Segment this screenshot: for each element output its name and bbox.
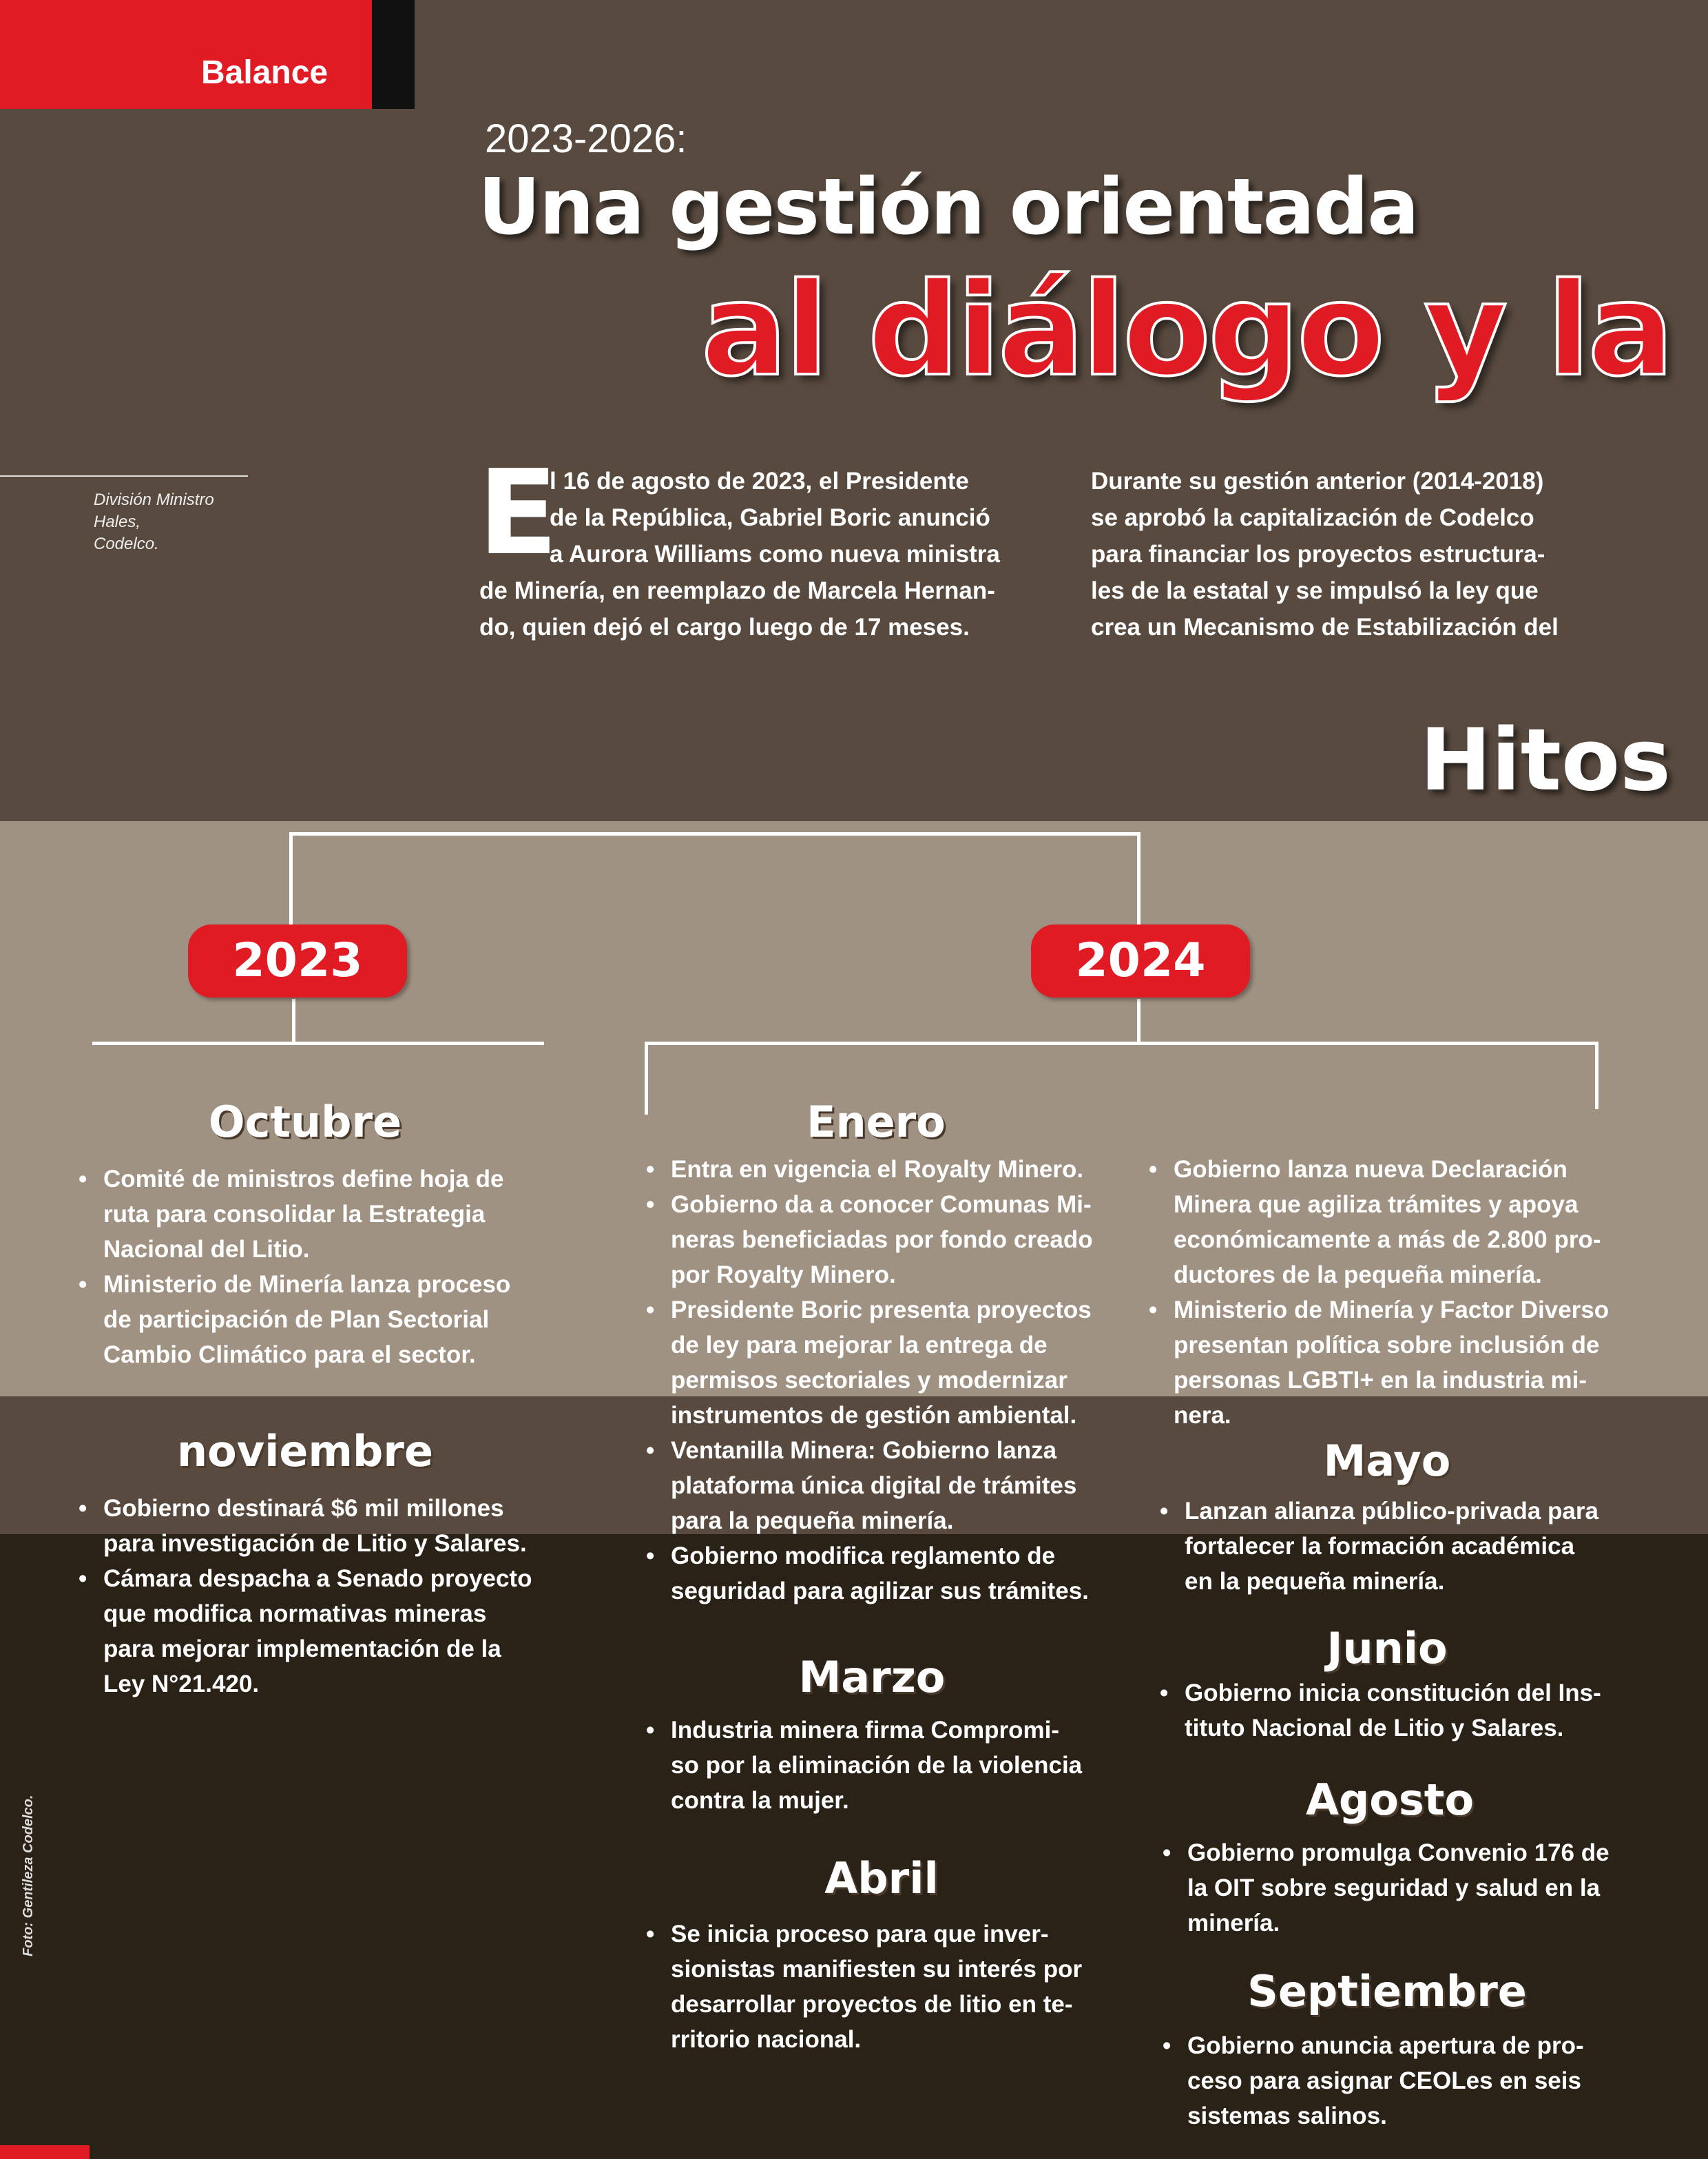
list-item bbox=[1163, 1835, 1624, 1941]
abril-list bbox=[646, 1917, 1102, 2057]
intro-line: para financiar los proyectos estructura- bbox=[1091, 541, 1545, 568]
year-2024-badge: 2024 bbox=[1031, 924, 1250, 998]
item-line: Minera que agiliza trámites y apoya bbox=[1174, 1191, 1579, 1218]
list-item bbox=[646, 1538, 1102, 1609]
item-line: para la pequeña minería. bbox=[671, 1507, 954, 1534]
septiembre-list bbox=[1163, 2028, 1624, 2134]
item-line: nera. bbox=[1174, 1402, 1231, 1429]
item-line: • Cámara despacha a Senado proyecto bbox=[103, 1565, 532, 1592]
list-item bbox=[79, 1491, 534, 1561]
item-line: seguridad para agilizar sus trámites. bbox=[671, 1578, 1089, 1604]
timeline-drop-2024 bbox=[1137, 832, 1141, 929]
item-line: en la pequeña minería. bbox=[1185, 1568, 1445, 1595]
item-line: instrumentos de gestión ambiental. bbox=[671, 1402, 1077, 1429]
item-line: • Gobierno inicia constitución del Ins- bbox=[1185, 1680, 1601, 1706]
bracket-2023 bbox=[92, 1042, 544, 1045]
item-line: por Royalty Minero. bbox=[671, 1261, 896, 1288]
timeline-top-line bbox=[289, 832, 1141, 836]
octubre-list bbox=[79, 1161, 534, 1372]
list-item bbox=[79, 1161, 534, 1267]
list-item bbox=[646, 1187, 1102, 1292]
month-agosto: Agosto bbox=[1305, 1775, 1475, 1825]
intro-line: Durante su gestión anterior (2014-2018) bbox=[1091, 468, 1544, 495]
list-item bbox=[1163, 2028, 1624, 2134]
item-line: • Presidente Boric presenta proyectos bbox=[671, 1297, 1092, 1323]
item-line: desarrollar proyectos de litio en te- bbox=[671, 1991, 1073, 2018]
item-line: económicamente a más de 2.800 pro- bbox=[1174, 1226, 1601, 1253]
list-item bbox=[79, 1561, 534, 1702]
item-line: neras beneficiadas por fondo creado bbox=[671, 1226, 1093, 1253]
item-line: ruta para consolidar la Estrategia bbox=[103, 1201, 486, 1228]
item-line: para investigación de Litio y Salares. bbox=[103, 1530, 527, 1557]
item-line: • Gobierno da a conocer Comunas Mi- bbox=[671, 1191, 1092, 1218]
month-junio: Junio bbox=[1326, 1623, 1448, 1673]
caption-line: Codelco. bbox=[94, 535, 159, 553]
list-item bbox=[1149, 1152, 1617, 1292]
bracket-2024-left bbox=[645, 1042, 648, 1115]
bracket-2024-right bbox=[1595, 1042, 1598, 1109]
list-item bbox=[1149, 1292, 1617, 1433]
item-line: contra la mujer. bbox=[671, 1787, 849, 1814]
item-line: • Ventanilla Minera: Gobierno lanza bbox=[671, 1437, 1057, 1464]
agosto-list bbox=[1163, 1835, 1624, 1941]
item-line: • Gobierno destinará $6 mil millones bbox=[103, 1495, 504, 1522]
dropcap: E bbox=[478, 445, 559, 581]
item-line: ceso para asignar CEOLes en seis bbox=[1187, 2067, 1581, 2094]
section-label: Balance bbox=[201, 54, 329, 91]
intro-line: les de la estatal y se impulsó la ley que bbox=[1091, 577, 1539, 604]
noviembre-list bbox=[79, 1491, 534, 1702]
item-line: para mejorar implementación de la bbox=[103, 1635, 501, 1662]
item-line: • Gobierno promulga Convenio 176 de bbox=[1187, 1839, 1610, 1866]
list-item bbox=[1160, 1675, 1621, 1746]
enero-list bbox=[646, 1152, 1102, 1609]
enero-list-cont bbox=[1149, 1152, 1617, 1433]
month-enero: Enero bbox=[806, 1097, 946, 1147]
intro-line: l 16 de agosto de 2023, el Presidente bbox=[550, 468, 969, 495]
list-item bbox=[1160, 1494, 1621, 1599]
month-septiembre: Septiembre bbox=[1247, 1966, 1527, 2016]
intro-column-1-cont bbox=[479, 572, 1040, 645]
month-mayo: Mayo bbox=[1323, 1436, 1451, 1486]
item-line: Ley N°21.420. bbox=[103, 1671, 260, 1697]
month-noviembre: noviembre bbox=[176, 1426, 434, 1476]
connector-2023 bbox=[292, 999, 295, 1044]
item-line: so por la eliminación de la violencia bbox=[671, 1752, 1083, 1779]
item-line: • Ministerio de Minería y Factor Diverso bbox=[1174, 1297, 1610, 1323]
item-line: rritorio nacional. bbox=[671, 2026, 862, 2053]
intro-line: de Minería, en reemplazo de Marcela Hernan- bbox=[479, 577, 995, 604]
item-line: sionistas manifiesten su interés por bbox=[671, 1956, 1083, 1983]
year-2023-badge: 2023 bbox=[188, 924, 407, 998]
item-line: permisos sectoriales y modernizar bbox=[671, 1367, 1068, 1394]
intro-column-2 bbox=[1091, 463, 1649, 645]
corner-accent bbox=[0, 2145, 90, 2159]
list-item bbox=[646, 1917, 1102, 2057]
intro-line: a Aurora Williams como nueva ministra bbox=[550, 541, 1000, 568]
hitos-heading: Hitos bbox=[1419, 711, 1671, 810]
item-line: presentan política sobre inclusión de bbox=[1174, 1332, 1600, 1359]
item-line: la OIT sobre seguridad y salud en la bbox=[1187, 1874, 1601, 1901]
item-line: de participación de Plan Sectorial bbox=[103, 1306, 490, 1333]
item-line: que modifica normativas mineras bbox=[103, 1600, 487, 1627]
item-line: • Se inicia proceso para que inver- bbox=[671, 1921, 1049, 1948]
list-item bbox=[646, 1292, 1102, 1433]
month-octubre: Octubre bbox=[208, 1097, 402, 1147]
intro-line: se aprobó la capitalización de Codelco bbox=[1091, 504, 1534, 531]
intro-line: do, quien dejó el cargo luego de 17 meses. bbox=[479, 614, 970, 641]
caption-rule bbox=[0, 475, 248, 477]
item-line: ductores de la pequeña minería. bbox=[1174, 1261, 1542, 1288]
title-line-1: Una gestión orientada bbox=[478, 163, 1418, 252]
month-marzo: Marzo bbox=[798, 1652, 946, 1702]
mayo-list bbox=[1160, 1494, 1621, 1599]
item-line: sistemas salinos. bbox=[1187, 2103, 1387, 2129]
timeline-drop-2023 bbox=[289, 832, 293, 929]
item-line: • Gobierno anuncia apertura de pro- bbox=[1187, 2032, 1584, 2059]
item-line: • Gobierno modifica reglamento de bbox=[671, 1542, 1056, 1569]
list-item bbox=[646, 1152, 1102, 1187]
kicker: 2023-2026: bbox=[485, 116, 687, 161]
item-line: de ley para mejorar la entrega de bbox=[671, 1332, 1048, 1359]
section-tab-edge bbox=[372, 0, 415, 109]
photo-credit: Foto: Gentileza Codelco. bbox=[21, 1795, 36, 1956]
item-line: • Ministerio de Minería lanza proceso bbox=[103, 1271, 511, 1298]
item-line: • Entra en vigencia el Royalty Minero. bbox=[671, 1156, 1084, 1183]
background-top bbox=[0, 0, 1708, 821]
item-line: • Gobierno lanza nueva Declaración bbox=[1174, 1156, 1568, 1183]
item-line: • Industria minera firma Compromi- bbox=[671, 1717, 1059, 1744]
list-item bbox=[646, 1713, 1102, 1818]
bracket-2024 bbox=[645, 1042, 1598, 1045]
title-line-2: al diálogo y la bbox=[701, 255, 1671, 404]
item-line: plataforma única digital de trámites bbox=[671, 1472, 1077, 1499]
item-line: minería. bbox=[1187, 1910, 1280, 1936]
intro-line: de la República, Gabriel Boric anunció bbox=[550, 504, 990, 531]
item-line: Nacional del Litio. bbox=[103, 1236, 310, 1263]
item-line: personas LGBTI+ en la industria mi- bbox=[1174, 1367, 1587, 1394]
intro-column-1 bbox=[550, 463, 1040, 572]
item-line: • Lanzan alianza público-privada para bbox=[1185, 1498, 1598, 1525]
item-line: Cambio Climático para el sector. bbox=[103, 1341, 476, 1368]
list-item bbox=[646, 1433, 1102, 1538]
junio-list bbox=[1160, 1675, 1621, 1746]
connector-2024 bbox=[1137, 999, 1141, 1044]
photo-caption bbox=[94, 489, 259, 555]
item-line: tituto Nacional de Litio y Salares. bbox=[1185, 1715, 1564, 1742]
list-item bbox=[79, 1267, 534, 1372]
item-line: • Comité de ministros define hoja de bbox=[103, 1166, 504, 1192]
caption-line: División Ministro Hales, bbox=[94, 490, 214, 531]
intro-line: crea un Mecanismo de Estabilización del bbox=[1091, 614, 1559, 641]
item-line: fortalecer la formación académica bbox=[1185, 1533, 1575, 1560]
marzo-list bbox=[646, 1713, 1102, 1818]
month-abril: Abril bbox=[824, 1853, 939, 1903]
